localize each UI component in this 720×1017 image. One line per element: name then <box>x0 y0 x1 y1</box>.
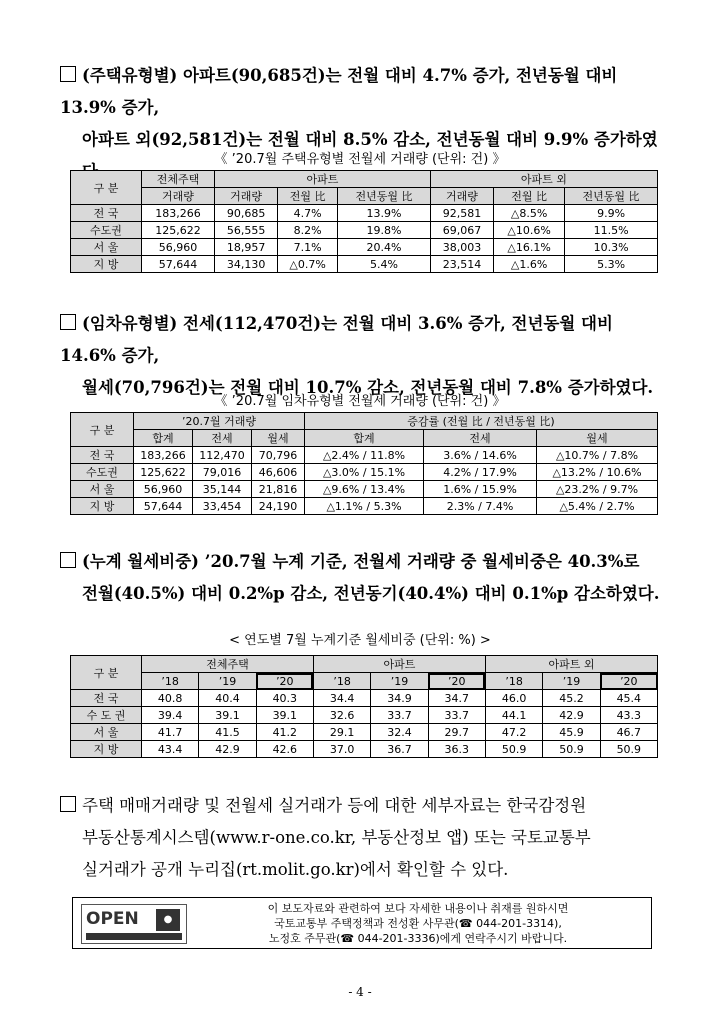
table-cell: 9.9% <box>565 205 658 222</box>
table-cell: 38,003 <box>430 239 493 256</box>
table-cell: 44.1 <box>485 707 542 724</box>
table-cell: △10.7% / 7.8% <box>537 447 658 464</box>
table-cell: 33.7 <box>371 707 428 724</box>
paragraph-line: 실거래가 공개 누리집(rt.molit.go.kr)에서 확인할 수 있다. <box>82 860 509 879</box>
open-license-logo <box>81 904 187 944</box>
paragraph-monthly-rent-share <box>60 546 660 610</box>
table-cell: 50.9 <box>543 741 600 758</box>
table-cell: 41.5 <box>199 724 256 741</box>
table-cell: 90,685 <box>215 205 278 222</box>
contact-box <box>72 897 652 949</box>
row-header: 서 울 <box>71 724 142 741</box>
table-row <box>71 205 658 222</box>
paragraph-line: 아파트 외(92,581건)는 전월 대비 8.5% 감소, 전년동월 대비 9.9% 증가하였 <box>82 130 658 149</box>
header-cell: ’18 <box>142 673 199 690</box>
table-cell: △1.1% / 5.3% <box>305 498 424 515</box>
table-monthly-rent-share <box>70 655 658 758</box>
header-cell: 월세 <box>252 430 305 447</box>
table-cell: 57,644 <box>142 256 215 273</box>
table-cell: 42.6 <box>256 741 313 758</box>
table-cell: 56,960 <box>142 239 215 256</box>
table-cell: 23,514 <box>430 256 493 273</box>
header-cell: 합계 <box>134 430 193 447</box>
table-cell: 56,960 <box>134 481 193 498</box>
checkbox-icon <box>60 66 76 82</box>
header-cell: ’20 <box>256 673 313 690</box>
header-cell: ’19 <box>371 673 428 690</box>
table-cell: 57,644 <box>134 498 193 515</box>
table-cell: 183,266 <box>142 205 215 222</box>
header-cell: ’18 <box>313 673 370 690</box>
table-cell: 79,016 <box>193 464 252 481</box>
checkbox-icon <box>60 796 76 812</box>
checkbox-icon <box>60 552 76 568</box>
table-row <box>71 481 658 498</box>
table-cell: 29.7 <box>428 724 485 741</box>
header-cell: 아파트 <box>215 171 431 188</box>
table-cell: 34.7 <box>428 690 485 707</box>
table-lease-type <box>70 412 658 515</box>
table-cell: 42.9 <box>199 741 256 758</box>
header-cell: ’19 <box>199 673 256 690</box>
row-header: 수 도 권 <box>71 707 142 724</box>
contact-text <box>193 901 643 946</box>
table-cell: 33.7 <box>428 707 485 724</box>
table-cell: 33,454 <box>193 498 252 515</box>
table-cell: △10.6% <box>494 222 565 239</box>
table-housing-type <box>70 170 658 273</box>
row-header: 수도권 <box>71 222 142 239</box>
table-cell: 4.7% <box>278 205 338 222</box>
table-cell: △8.5% <box>494 205 565 222</box>
header-cell: 증감률 (전월 比 / 전년동월 比) <box>305 413 658 430</box>
table-cell: 41.2 <box>256 724 313 741</box>
paragraph-line: (임차유형별) 전세(112,470건)는 전월 대비 3.6% 증가, 전년동월 대비 14.6% 증가, <box>60 314 613 365</box>
table-cell: 50.9 <box>485 741 542 758</box>
paragraph-housing-type <box>60 60 660 188</box>
table-cell: 43.4 <box>142 741 199 758</box>
header-cell: ’20 <box>428 673 485 690</box>
table-row <box>71 498 658 515</box>
table-cell: 32.4 <box>371 724 428 741</box>
header-cell: 합계 <box>305 430 424 447</box>
table-cell: 13.9% <box>338 205 431 222</box>
table-cell: △16.1% <box>494 239 565 256</box>
table-cell: 40.4 <box>199 690 256 707</box>
table-cell: 125,622 <box>142 222 215 239</box>
header-cell: ’20 <box>600 673 657 690</box>
table-cell: △2.4% / 11.8% <box>305 447 424 464</box>
table-cell: 37.0 <box>313 741 370 758</box>
table-row <box>71 447 658 464</box>
table-cell: 40.8 <box>142 690 199 707</box>
table-row <box>71 741 658 758</box>
paragraph-line: 월세(70,796건)는 전월 대비 10.7% 감소, 전년동월 대비 7.8% 증가하였다. <box>82 378 654 397</box>
header-cell: ’20.7월 거래량 <box>134 413 305 430</box>
row-header: 지 방 <box>71 741 142 758</box>
table-cell: 45.2 <box>543 690 600 707</box>
table-cell: 40.3 <box>256 690 313 707</box>
header-cell: 전체주택 <box>142 656 314 673</box>
table3-caption: < 연도별 7월 누계기준 월세비중 (단위: %) > <box>229 633 491 648</box>
table-cell: 21,816 <box>252 481 305 498</box>
table-cell: 46.7 <box>600 724 657 741</box>
table-cell: 45.4 <box>600 690 657 707</box>
paragraph-data-source <box>60 790 660 886</box>
header-cell: ’18 <box>485 673 542 690</box>
table-cell: 34,130 <box>215 256 278 273</box>
contact-line: 노정호 주무관(☎ 044-201-3336)에게 연락주시기 바랍니다. <box>268 932 568 945</box>
table-cell: 183,266 <box>134 447 193 464</box>
header-cell: 전체주택 <box>142 171 215 188</box>
row-header: 전 국 <box>71 447 134 464</box>
row-header: 수도권 <box>71 464 134 481</box>
table-cell: 92,581 <box>430 205 493 222</box>
table-cell: 5.3% <box>565 256 658 273</box>
table-cell: △13.2% / 10.6% <box>537 464 658 481</box>
header-cell: 전년동월 比 <box>565 188 658 205</box>
table-cell: 32.6 <box>313 707 370 724</box>
table-cell: 10.3% <box>565 239 658 256</box>
table-cell: 5.4% <box>338 256 431 273</box>
table-cell: 2.3% / 7.4% <box>424 498 537 515</box>
row-header: 지 방 <box>71 498 134 515</box>
table1-caption: 《 ’20.7월 주택유형별 전월세 거래량 (단위: 건) 》 <box>214 152 506 167</box>
contact-line: 국토교통부 주택정책과 전성환 사무관(☎ 044-201-3314), <box>274 917 562 930</box>
table-cell: 43.3 <box>600 707 657 724</box>
header-cell: 구 분 <box>71 656 142 690</box>
table-cell: 50.9 <box>600 741 657 758</box>
header-cell: 아파트 외 <box>430 171 657 188</box>
row-header: 전 국 <box>71 690 142 707</box>
table-cell: 34.9 <box>371 690 428 707</box>
row-header: 서 울 <box>71 481 134 498</box>
header-cell: 전세 <box>424 430 537 447</box>
header-cell: 구 분 <box>71 171 142 205</box>
row-header: 지 방 <box>71 256 142 273</box>
header-cell: 전월 比 <box>494 188 565 205</box>
table-cell: 4.2% / 17.9% <box>424 464 537 481</box>
table-cell: 36.3 <box>428 741 485 758</box>
table-cell: 3.6% / 14.6% <box>424 447 537 464</box>
table-cell: 46,606 <box>252 464 305 481</box>
table-cell: △3.0% / 15.1% <box>305 464 424 481</box>
table-cell: 7.1% <box>278 239 338 256</box>
table-cell: 29.1 <box>313 724 370 741</box>
row-header: 전 국 <box>71 205 142 222</box>
page-number: - 4 - <box>348 985 372 999</box>
header-cell: 아파트 <box>313 656 485 673</box>
header-cell: 거래량 <box>142 188 215 205</box>
table-cell: 46.0 <box>485 690 542 707</box>
table-cell: 47.2 <box>485 724 542 741</box>
table-cell: 39.1 <box>199 707 256 724</box>
table-cell: 45.9 <box>543 724 600 741</box>
table-cell: 42.9 <box>543 707 600 724</box>
paragraph-line: (누계 월세비중) ’20.7월 누계 기준, 전월세 거래량 중 월세비중은 40.3%로 <box>82 552 640 571</box>
table-row <box>71 707 658 724</box>
paragraph-line: 전월(40.5%) 대비 0.2%p 감소, 전년동기(40.4%) 대비 0.1%p 감소하였다. <box>82 584 660 603</box>
paragraph-line: 주택 매매거래량 및 전월세 실거래가 등에 대한 세부자료는 한국감정원 <box>82 796 587 815</box>
table-cell: 41.7 <box>142 724 199 741</box>
table-row <box>71 724 658 741</box>
table-cell: 125,622 <box>134 464 193 481</box>
header-cell: 거래량 <box>430 188 493 205</box>
header-cell: 거래량 <box>215 188 278 205</box>
paragraph-line: (주택유형별) 아파트(90,685건)는 전월 대비 4.7% 증가, 전년동월 대비 13.9% 증가, <box>60 66 618 117</box>
person-icon: ● <box>156 909 180 931</box>
table-cell: 35,144 <box>193 481 252 498</box>
table-cell: 56,555 <box>215 222 278 239</box>
table-cell: 24,190 <box>252 498 305 515</box>
table-cell: 39.1 <box>256 707 313 724</box>
table-row <box>71 239 658 256</box>
table-row <box>71 256 658 273</box>
table-cell: 19.8% <box>338 222 431 239</box>
table-cell: 1.6% / 15.9% <box>424 481 537 498</box>
header-cell: 전년동월 比 <box>338 188 431 205</box>
table-cell: △5.4% / 2.7% <box>537 498 658 515</box>
row-header: 서 울 <box>71 239 142 256</box>
header-cell: ’19 <box>543 673 600 690</box>
table-cell: 20.4% <box>338 239 431 256</box>
logo-text: OPEN <box>86 909 139 929</box>
header-cell: 월세 <box>537 430 658 447</box>
table-row <box>71 690 658 707</box>
table-cell: △23.2% / 9.7% <box>537 481 658 498</box>
logo-bar <box>86 933 182 940</box>
contact-line: 이 보도자료와 관련하여 보다 자세한 내용이나 취재를 원하시면 <box>267 902 569 915</box>
paragraph-line: 부동산통계시스템(www.r-one.co.kr, 부동산정보 앱) 또는 국토교통부 <box>82 828 591 847</box>
header-cell: 전월 比 <box>278 188 338 205</box>
table-row <box>71 222 658 239</box>
header-cell: 구 분 <box>71 413 134 447</box>
table-cell: 11.5% <box>565 222 658 239</box>
table2-caption: 《 ’20.7월 임차유형별 전월세 거래량 (단위: 건) 》 <box>214 394 506 409</box>
table-cell: 112,470 <box>193 447 252 464</box>
table-cell: 39.4 <box>142 707 199 724</box>
table-cell: 8.2% <box>278 222 338 239</box>
table-cell: 18,957 <box>215 239 278 256</box>
table-cell: △0.7% <box>278 256 338 273</box>
header-cell: 전세 <box>193 430 252 447</box>
header-cell: 아파트 외 <box>485 656 657 673</box>
checkbox-icon <box>60 314 76 330</box>
table-cell: △9.6% / 13.4% <box>305 481 424 498</box>
table-cell: △1.6% <box>494 256 565 273</box>
table-cell: 34.4 <box>313 690 370 707</box>
table-cell: 70,796 <box>252 447 305 464</box>
table-row <box>71 464 658 481</box>
table-cell: 69,067 <box>430 222 493 239</box>
table-cell: 36.7 <box>371 741 428 758</box>
